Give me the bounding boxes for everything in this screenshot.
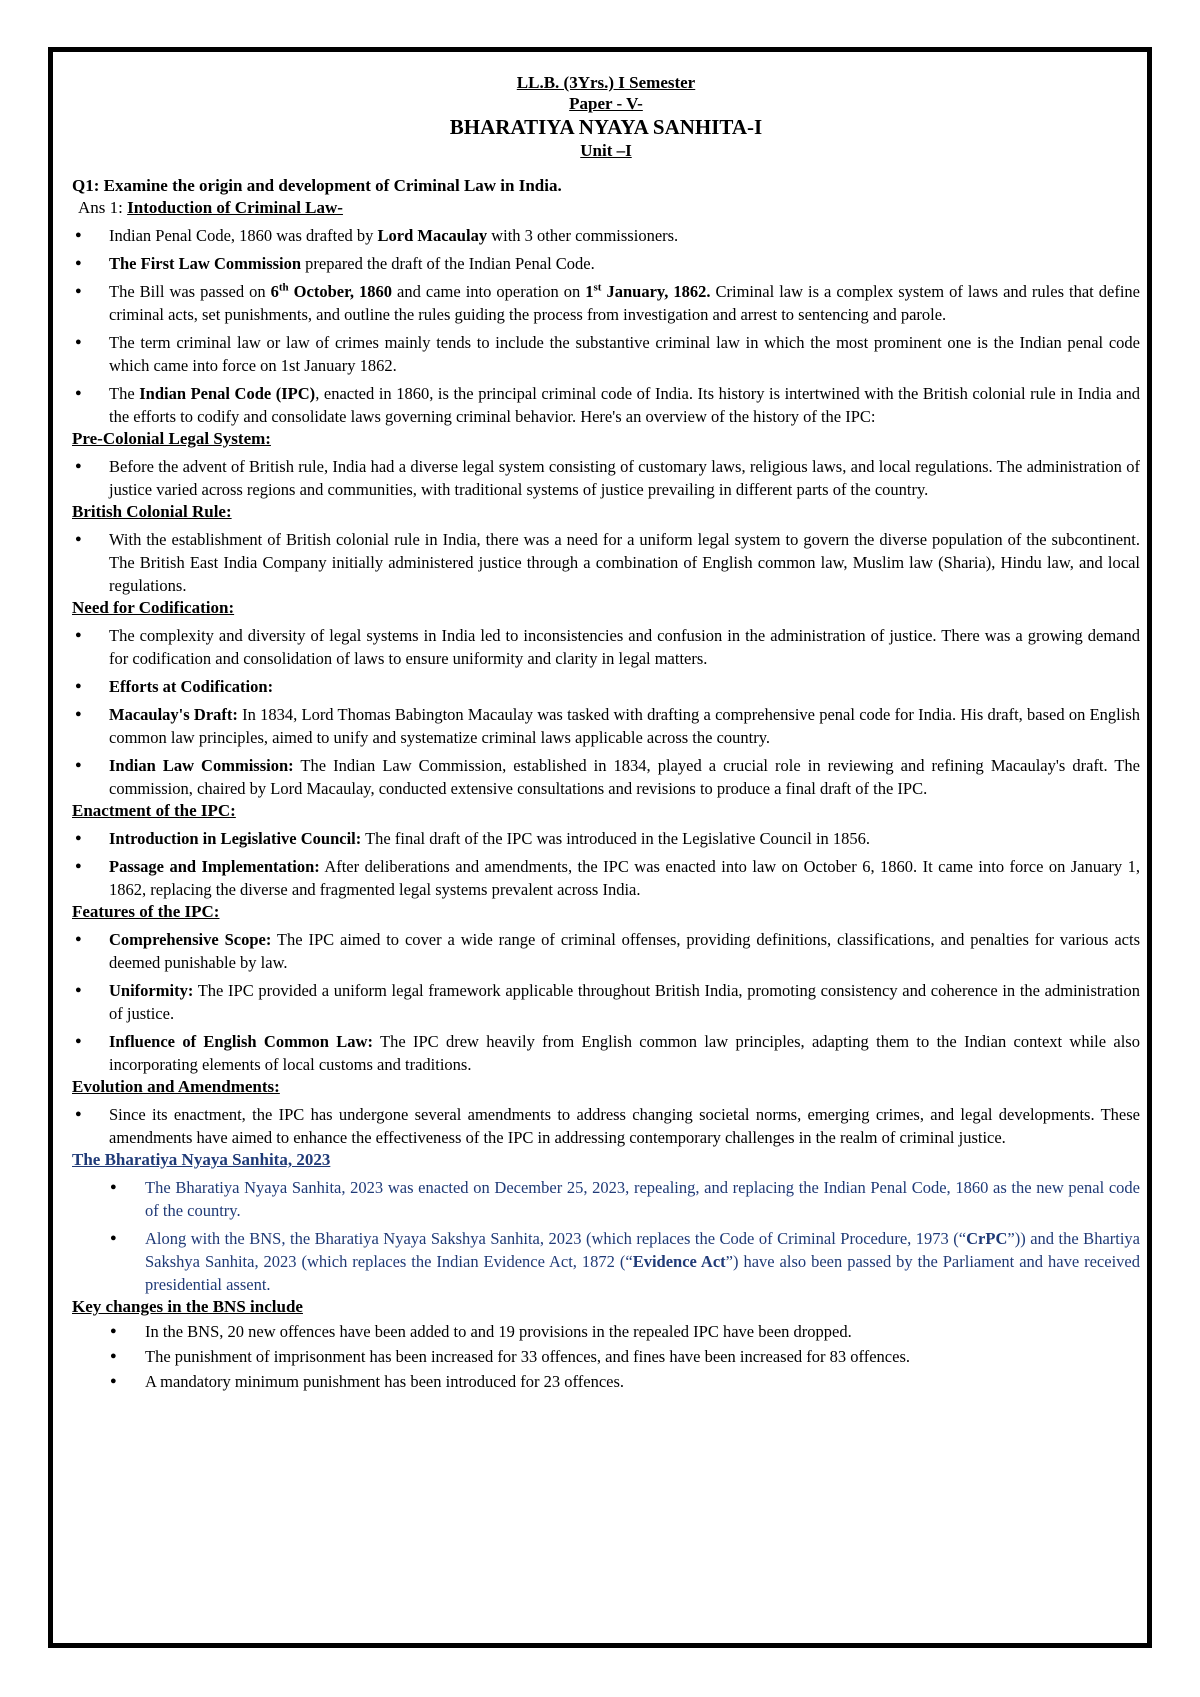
- list-item: ● Introduction in Legislative Council: The final draft of the IPC was introduced in the Legislative Council in 1856.: [72, 827, 1140, 850]
- document-body: [72, 72, 1140, 1393]
- answer-intro: Ans 1: Intoduction of Criminal Law-: [78, 198, 343, 217]
- list-item: ● The Bill was passed on 6th October, 1860 and came into operation on 1st January, 1862. Criminal law is a complex system of laws and rules that define criminal acts, set punishments, and outline the rules guiding the process from investigation and arrest to sentencing and parole.: [72, 280, 1140, 326]
- list-item: ● Indian Penal Code, 1860 was drafted by Lord Macaulay with 3 other commissioners.: [72, 224, 1140, 247]
- list-item: ● The First Law Commission prepared the draft of the Indian Penal Code.: [72, 252, 1140, 275]
- section-heading: Need for Codification:: [72, 598, 235, 617]
- list-item: ● The punishment of imprisonment has been increased for 33 offences, and fines have been increased for 83 offences.: [72, 1345, 1140, 1368]
- unit-line: Unit –I: [580, 141, 632, 160]
- pre-colonial-list: [72, 455, 1140, 501]
- question: Q1: Examine the origin and development of Criminal Law in India.: [72, 176, 562, 195]
- evolution-list: [72, 1103, 1140, 1149]
- enactment-list: [72, 827, 1140, 901]
- list-item: ● Passage and Implementation: After deliberations and amendments, the IPC was enacted into law on October 6, 1860. It came into force on January 1, 1862, replacing the diverse and fragmented legal systems prevalent across India.: [72, 855, 1140, 901]
- intro-list: [72, 224, 1140, 428]
- british-rule-list: [72, 528, 1140, 597]
- list-item: ● Since its enactment, the IPC has undergone several amendments to address changing societal norms, emerging crimes, and legal developments. These amendments have aimed to enhance the effectiveness of the IPC in addressing contemporary challenges in the realm of criminal justice.: [72, 1103, 1140, 1149]
- list-item: ● The Indian Penal Code (IPC), enacted in 1860, is the principal criminal code of India. Its history is intertwined with the British colonial rule in India and the efforts to codify and consolidate laws governing criminal behavior. Here's an overview of the history of the IPC:: [72, 382, 1140, 428]
- list-item: ● Efforts at Codification:: [72, 675, 1140, 698]
- section-heading: Enactment of the IPC:: [72, 801, 236, 820]
- key-changes-list: [72, 1320, 1140, 1393]
- list-item: ● In the BNS, 20 new offences have been added to and 19 provisions in the repealed IPC have been dropped.: [72, 1320, 1140, 1343]
- list-item: ● Comprehensive Scope: The IPC aimed to cover a wide range of criminal offenses, providing definitions, classifications, and penalties for various acts deemed punishable by law.: [72, 928, 1140, 974]
- list-item: ● With the establishment of British colonial rule in India, there was a need for a uniform legal system to govern the diverse population of the subcontinent. The British East India Company initially administered justice through a combination of English common law, Muslim law (Sharia), Hindu law, and local regulations.: [72, 528, 1140, 597]
- bns-list: [72, 1176, 1140, 1296]
- paper-line: Paper - V-: [569, 94, 643, 113]
- list-item: ● The complexity and diversity of legal systems in India led to inconsistencies and confusion in the administration of justice. There was a growing demand for codification and consolidation of laws to ensure uniformity and clarity in legal matters.: [72, 624, 1140, 670]
- list-item: ● Influence of English Common Law: The IPC drew heavily from English common law principles, adapting them to the Indian context while also incorporating elements of local customs and traditions.: [72, 1030, 1140, 1076]
- list-item: ● Along with the BNS, the Bharatiya Nyaya Sakshya Sanhita, 2023 (which replaces the Code of Criminal Procedure, 1973 (“CrPC”)) and the Bhartiya Sakshya Sanhita, 2023 (which replaces the Indian Evidence Act, 1872 (“Evidence Act”) have also been passed by the Parliament and have received presidential assent.: [72, 1227, 1140, 1296]
- section-heading: British Colonial Rule:: [72, 502, 232, 521]
- list-item: ● Indian Law Commission: The Indian Law Commission, established in 1834, played a crucial role in reviewing and refining Macaulay's draft. The commission, chaired by Lord Macaulay, conducted extensive consultations and revisions to produce a final draft of the IPC.: [72, 754, 1140, 800]
- section-heading: Features of the IPC:: [72, 902, 220, 921]
- list-item: ● Macaulay's Draft: In 1834, Lord Thomas Babington Macaulay was tasked with drafting a comprehensive penal code for India. His draft, based on English common law principles, aimed to unify and systematize criminal laws applicable across the country.: [72, 703, 1140, 749]
- list-item: ● The term criminal law or law of crimes mainly tends to include the substantive criminal law in which the most prominent one is the Indian penal code which came into force on 1st January 1862.: [72, 331, 1140, 377]
- course-line: LL.B. (3Yrs.) I Semester: [516, 73, 696, 92]
- features-list: [72, 928, 1140, 1076]
- section-heading: Key changes in the BNS include: [72, 1297, 303, 1316]
- page-title: BHARATIYA NYAYA SANHITA-I: [449, 115, 763, 139]
- list-item: ● A mandatory minimum punishment has been introduced for 23 offences.: [72, 1370, 1140, 1393]
- section-heading: The Bharatiya Nyaya Sanhita, 2023: [72, 1150, 331, 1169]
- list-item: ● The Bharatiya Nyaya Sanhita, 2023 was enacted on December 25, 2023, repealing, and replacing the Indian Penal Code, 1860 as the new penal code of the country.: [72, 1176, 1140, 1222]
- codification-list: [72, 624, 1140, 800]
- section-heading: Evolution and Amendments:: [72, 1077, 280, 1096]
- section-heading: Pre-Colonial Legal System:: [72, 429, 271, 448]
- list-item: ● Before the advent of British rule, India had a diverse legal system consisting of customary laws, religious laws, and local regulations. The administration of justice varied across regions and communities, with traditional systems of justice prevailing in different parts of the country.: [72, 455, 1140, 501]
- list-item: ● Uniformity: The IPC provided a uniform legal framework applicable throughout British India, promoting consistency and coherence in the administration of justice.: [72, 979, 1140, 1025]
